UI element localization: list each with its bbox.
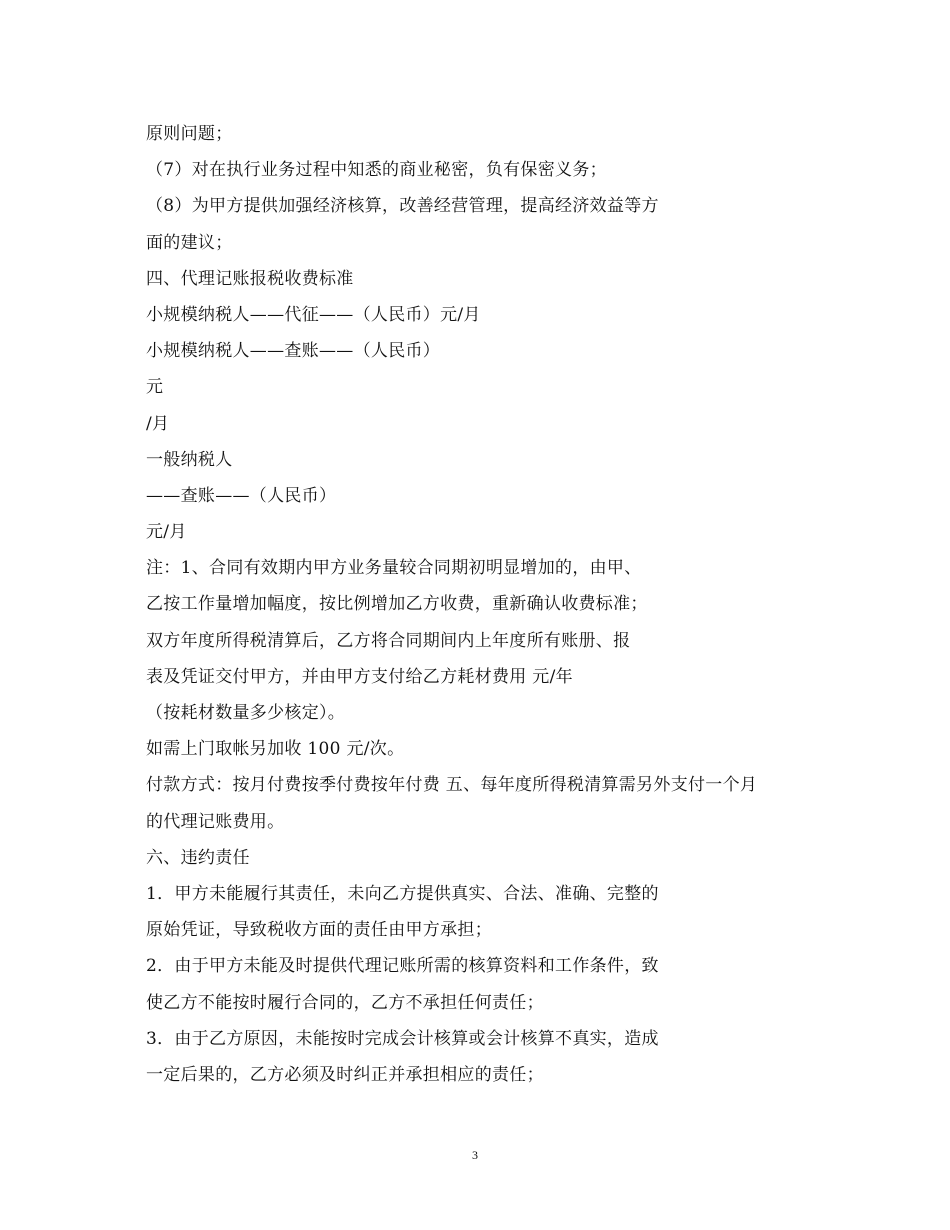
text-line: 注：1、合同有效期内甲方业务量较合同期初明显增加的，由甲、 bbox=[146, 558, 642, 579]
text-line: 一定后果的，乙方必须及时纠正并承担相应的责任； bbox=[146, 1064, 544, 1085]
text-line: /月 bbox=[146, 413, 170, 434]
text-line: （8）为甲方提供加强经济核算，改善经营管理，提高经济效益等方 bbox=[146, 196, 659, 217]
page-number: 3 bbox=[472, 1148, 478, 1162]
text-line: ——查账——（人民币） bbox=[146, 485, 337, 506]
text-line: 如需上门取帐另加收 100 元/次。 bbox=[146, 739, 405, 760]
text-line: 的代理记账费用。 bbox=[146, 811, 285, 832]
text-line: 2．由于甲方未能及时提供代理记账所需的核算资料和工作条件，致 bbox=[146, 956, 659, 977]
section-heading: 四、代理记账报税收费标准 bbox=[146, 268, 354, 289]
text-line: 乙按工作量增加幅度，按比例增加乙方收费，重新确认收费标准； bbox=[146, 594, 648, 615]
text-line: 面的建议； bbox=[146, 232, 233, 253]
text-line: 小规模纳税人——代征——（人民币）元/月 bbox=[146, 304, 481, 325]
text-line: 原始凭证，导致税收方面的责任由甲方承担； bbox=[146, 920, 492, 941]
text-line: （按耗材数量多少核定）。 bbox=[146, 703, 346, 723]
text-line: 双方年度所得税清算后，乙方将合同期间内上年度所有账册、报 bbox=[146, 630, 631, 651]
text-line: （7）对在执行业务过程中知悉的商业秘密，负有保密义务； bbox=[146, 160, 607, 181]
text-line: 付款方式：按月付费按季付费按年付费 五、每年度所得税清算需另外支付一个月 bbox=[146, 775, 758, 796]
section-heading: 六、违约责任 bbox=[146, 847, 250, 868]
text-line: 使乙方不能按时履行合同的，乙方不承担任何责任； bbox=[146, 992, 544, 1013]
text-line: 3．由于乙方原因，未能按时完成会计核算或会计核算不真实，造成 bbox=[146, 1028, 659, 1049]
text-line: 原则问题； bbox=[146, 124, 233, 144]
text-line: 元 bbox=[146, 377, 164, 398]
text-line: 一般纳税人 bbox=[146, 449, 233, 470]
text-line: 小规模纳税人——查账——（人民币） bbox=[146, 341, 441, 362]
document-body bbox=[146, 116, 846, 1093]
text-line: 表及凭证交付甲方，并由甲方支付给乙方耗材费用 元/年 bbox=[146, 666, 573, 687]
text-line: 元/月 bbox=[146, 522, 187, 543]
text-line: 1．甲方未能履行其责任，未向乙方提供真实、合法、准确、完整的 bbox=[146, 883, 659, 904]
